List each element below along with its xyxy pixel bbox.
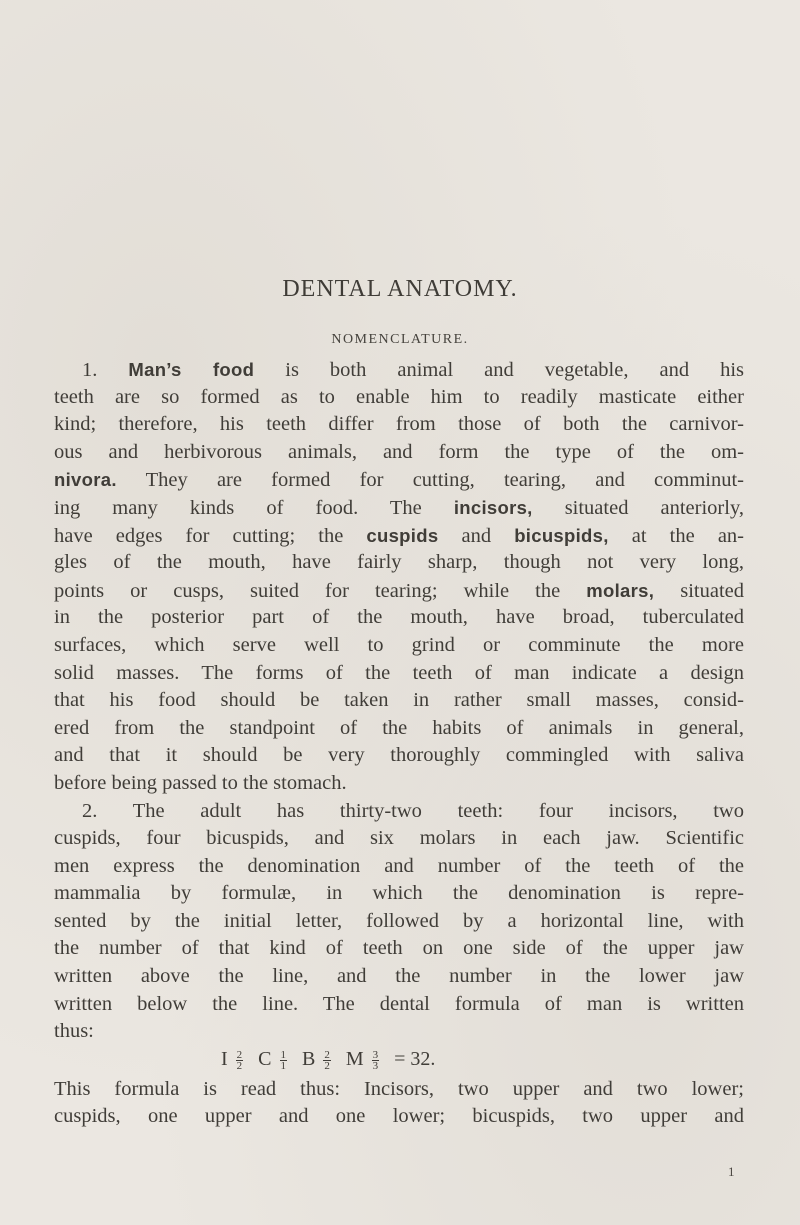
fraction-upper: 3 [372,1048,379,1061]
fraction-lower: 3 [372,1059,379,1072]
text-segment: have edges for cutting; the [54,524,367,547]
text-line: thus: [54,1020,94,1043]
text-line: gles of the mouth, have fairly sharp, though not very long, [54,551,744,574]
text-segment: situated [654,579,744,602]
text-line [54,356,744,384]
text-line: and that it should be very thoroughly commingled with saliva [54,744,744,767]
formula-letter-incisor: I [221,1048,228,1071]
bold-term: bicuspids, [514,524,609,546]
fraction-upper: 2 [324,1048,330,1061]
text-segment: situated anteriorly, [532,496,744,519]
text-line: This formula is read thus: Incisors, two upper and two lower; [54,1077,744,1100]
section-heading: NOMENCLATURE. [331,332,469,347]
text-line: before being passed to the stomach. [54,771,347,794]
fraction-lower: 1 [280,1059,287,1072]
text-segment: at the an- [608,524,744,547]
text-line: the number of that kind of teeth on one side of the upper jaw [54,937,744,960]
text-line [54,522,744,550]
formula-fraction-molar [372,1050,380,1071]
paragraph-number: 1. [82,359,98,381]
text-line: sented by the initial letter, followed by a horizontal line, with [54,909,744,932]
formula-letter-molar: M [345,1048,364,1071]
text-segment: and [438,524,515,547]
text-line: teeth are so formed as to enable him to readily masticate either [54,385,744,408]
text-line: mammalia by formulæ, in which the denomination is repre- [54,882,744,905]
text-segment: ing many kinds of food. The [54,496,454,519]
fraction-lower: 2 [236,1059,243,1072]
page-number: 1 [728,1164,735,1179]
text-line: in the posterior part of the mouth, have broad, tuberculated [54,606,744,629]
bold-term: nivora. [54,469,117,491]
bold-term: incisors, [453,496,533,518]
text-line: kind; therefore, his teeth differ from those of both the carnivor- [54,413,744,436]
text-segment: They are formed for cutting, tearing, and comminut- [116,469,744,492]
text-line [54,577,744,605]
fraction-lower: 2 [324,1059,330,1072]
text-line: cuspids, four bicuspids, and six molars in each jaw. Scientific [54,827,744,850]
text-line: 2. The adult has thirty-two teeth: four incisors, two [82,799,744,822]
bold-term: Man’s food [128,359,255,380]
formula-fraction-cuspid [280,1050,288,1071]
text-segment: points or cusps, suited for tearing; while the [54,579,587,602]
text-line: written below the line. The dental formula of man is written [54,992,744,1015]
text-line [54,494,744,522]
text-segment: is both animal and vegetable, and his [254,359,745,381]
bold-term: molars, [586,579,655,601]
text-line: men express the denomination and number of the teeth of the [54,854,744,877]
formula-fraction-incisor [236,1050,244,1071]
fraction-upper: 1 [280,1048,287,1061]
text-line: that his food should be taken in rather small masses, consid- [54,689,744,712]
body-text [54,356,744,1131]
text-line [54,466,744,494]
formula-letter-cuspid: C [258,1048,272,1071]
text-line: ered from the standpoint of the habits of animals in general, [54,716,744,739]
formula-letter-bicuspid: B [302,1048,316,1071]
bold-term: cuspids [366,524,439,546]
text-line: cuspids, one upper and one lower; bicuspids, two upper and [54,1105,744,1128]
text-line: solid masses. The forms of the teeth of man indicate a design [54,661,744,684]
text-line: surfaces, which serve well to grind or comminute the more [54,633,744,656]
formula-total: = 32. [394,1048,436,1071]
text-line: written above the line, and the number in the lower jaw [54,965,744,988]
formula-fraction-bicuspid [323,1050,331,1071]
text-line: ous and herbivorous animals, and form the type of the om- [54,440,744,463]
dental-formula [54,1046,744,1076]
chapter-title: DENTAL ANATOMY. [282,276,518,302]
fraction-upper: 2 [236,1048,243,1061]
